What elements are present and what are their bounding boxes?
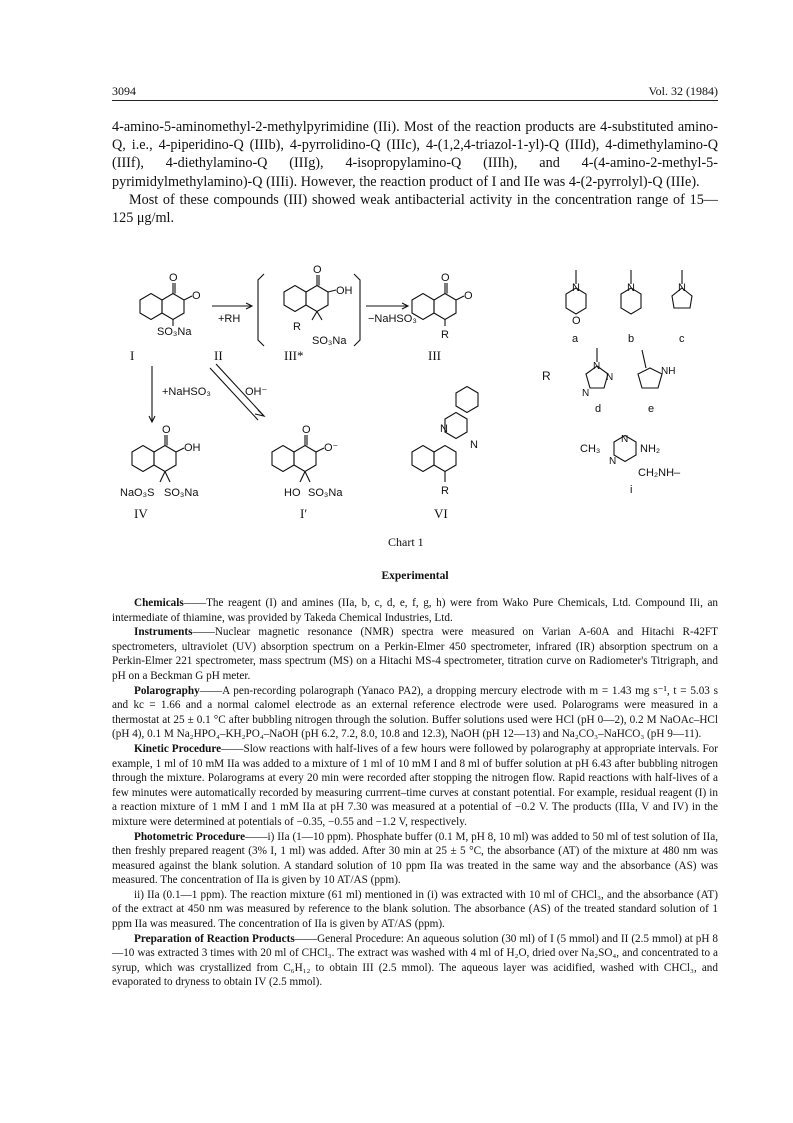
label-N-d1: N xyxy=(593,361,601,372)
intro-paragraph-1: 4-amino-5-aminomethyl-2-methylpyrimidine (IIi). Most of the reaction products are 4-substituted amino-Q, i.e., 4-piperidino-Q (IIIb), 4-pyrrolidino-Q (IIIc), 4-(1,2,4-triazol-1-yl)-Q (IIId), 4-dimethylamino-Q (IIIf), 4-diethylamino-Q (IIIg), 4-isopropylamino-Q (IIIh), and 4-(4-amino-2-methyl-5-pyrimidylmethylamino)-Q (IIIi). However, the reaction product of I and IIe was 4-(2-pyrrolyl)-Q (IIIe). xyxy=(112,119,718,190)
instruments-runin: Instruments xyxy=(134,626,193,639)
intro-text xyxy=(112,118,718,227)
volume-label: Vol. 32 (1984) xyxy=(648,84,718,98)
chart-1-scheme xyxy=(112,262,718,550)
photometric-paragraph-2: ii) IIa (0.1—1 ppm). The reaction mixture (61 ml) mentioned in (i) was extracted with 10 ml of CHCl₃, and the absorbance (AT) of the extract at 450 nm was measured by reference to the blank solution. The absorbance (AS) of the treated standard solution of 1 ppm IIa was measured. The concentration of IIa is given by AT/AS (ppm). xyxy=(112,888,718,931)
compound-III-star-structure xyxy=(284,275,336,320)
compound-I-structure xyxy=(140,283,192,326)
kinetic-text: ——Slow reactions with half-lives of a few hours were followed by polarography at appropriate intervals. For example, 1 ml of 10 mM IIa was added to a mixture of 1 ml of 10 mM I and 8 ml of buffer solution at pH 6.43 after bubbling nitrogen through the mixture. Polarograms at every 20 min were recorded after stopping the nitrogen flow. Rapid reactions with half-lives of a few minutes were automatically recorded by measuring currrent–time curves at constant potential. For example, residual reagent (I) in a reaction mixture of 1 mM I and 1 mM IIa at pH 7.30 was measured at a potential of −0.2 V. The products (IIIa, V and IV) in the mixture were determined at potentials of −0.35, −0.55 and −1.2 V, respectively. xyxy=(112,742,718,828)
label-minus-nahso3: −NaHSO₃ xyxy=(368,313,417,325)
label-O: O xyxy=(169,272,178,284)
label-N-i2: N xyxy=(609,456,617,467)
label-plus-rh: +RH xyxy=(218,313,241,325)
compound-III-structure xyxy=(412,283,464,326)
label-O-minus: O⁻ xyxy=(324,442,339,454)
label-plus-nahso3: +NaHSO₃ xyxy=(162,386,211,398)
label-N-VI-1: N xyxy=(440,423,448,435)
instruments-paragraph xyxy=(112,625,718,683)
intro-paragraph-2: Most of these compounds (III) showed weak antibacterial activity in the concentration range of 15—125 μg/ml. xyxy=(112,191,718,227)
label-compound-III-star: III* xyxy=(284,348,304,363)
photometric-runin: Photometric Procedure xyxy=(134,830,246,843)
page-number: 3094 xyxy=(112,84,136,98)
kinetic-paragraph xyxy=(112,742,718,830)
label-naO3s: NaO₃S xyxy=(120,487,155,499)
experimental-heading: Experimental xyxy=(381,570,449,582)
preparation-text: ——General Procedure: An aqueous solution (30 ml) of I (5 mmol) and II (2.5 mmol) at pH 8—10 was extracted 3 times with 20 ml of CHCl₃. The extract was washed with 4 ml of H₂O, dried over Na₂SO₄, and concentrated to a syrup, which was crystallized from C₆H₁₂ to obtain III (2.5 mmol). The aqueous layer was acidified, washed with CHCl₃, and evaporated to dryness to obtain IV (2.5 mmol). xyxy=(112,932,719,989)
label-O-4: O xyxy=(441,272,450,284)
label-sub-b: b xyxy=(628,333,635,345)
compound-IV-structure xyxy=(132,435,184,482)
label-N-d2: N xyxy=(606,372,614,383)
label-so3na-Iprime: SO₃Na xyxy=(308,487,343,499)
label-so3na-IV: SO₃Na xyxy=(164,487,199,499)
label-compound-I: I xyxy=(130,348,135,363)
substituent-e-pyrrole xyxy=(638,350,662,388)
polarography-runin: Polarography xyxy=(134,684,200,697)
label-sub-d: d xyxy=(595,403,602,415)
label-ch2nh: CH₂NH– xyxy=(638,467,681,479)
label-ch3: CH₃ xyxy=(580,443,601,455)
label-compound-VI: VI xyxy=(434,506,448,521)
label-O-Iprime: O xyxy=(302,424,311,436)
running-header xyxy=(112,84,718,101)
label-O-3: O xyxy=(313,264,322,276)
chemicals-text: ——The reagent (I) and amines (IIa, b, c, d, e, f, g, h) were from Wako Pure Chemicals, Ltd. Compound IIi, an intermediate of thiamine, was provided by Takeda Chemical Industries, Ltd. xyxy=(112,597,718,624)
label-O-2: O xyxy=(192,290,201,302)
polarography-paragraph xyxy=(112,684,718,742)
label-N-i1: N xyxy=(621,434,629,445)
kinetic-runin: Kinetic Procedure xyxy=(134,742,222,755)
preparation-runin: Preparation of Reaction Products xyxy=(134,932,295,945)
label-N-VI-2: N xyxy=(470,439,478,451)
label-compound-III: III xyxy=(428,348,441,363)
label-compound-II: II xyxy=(214,348,223,363)
label-O-IV: O xyxy=(162,424,171,436)
label-nh2: NH₂ xyxy=(640,443,661,455)
label-sub-i: i xyxy=(630,484,633,496)
label-compound-Iprime: I′ xyxy=(300,506,308,521)
chart-caption: Chart 1 xyxy=(388,535,424,549)
preparation-paragraph xyxy=(112,932,718,990)
label-sub-c: c xyxy=(679,333,685,345)
chemicals-paragraph xyxy=(112,596,718,625)
compound-Iprime-structure xyxy=(272,435,324,482)
label-N-a: N xyxy=(572,282,580,294)
label-R-legend: R xyxy=(542,369,551,383)
label-R-star: R xyxy=(293,321,301,333)
label-N-c: N xyxy=(678,282,686,294)
label-NH-e: NH xyxy=(661,366,676,377)
label-O-5: O xyxy=(464,290,473,302)
label-O-a: O xyxy=(572,315,581,327)
polarography-text: ——A pen-recording polarograph (Yanaco PA2), a dropping mercury electrode with m = 1.43 mg s⁻¹, t = 5.03 s and kc = 1.66 and a normal calomel electrode as an external reference electrode were used. Polarograms were measured in a thermostat at 25 ± 0.1 °C after bubbling nitrogen through the solution. Buffer solutions used were HCl (pH 0—2), 0.2 M NaOAc–HCl (pH 4), 0.1 M Na₂HPO₄–KH₂PO₄–NaOH (pH 6.2, 7.2, 8.0, 10.8 and 12.3), NaOH (pH 12—13) and Na₂CO₃–NaHCO₃ (pH 9—11). xyxy=(112,684,718,741)
label-ho: HO xyxy=(284,487,301,499)
photometric-text: ——i) IIa (1—10 ppm). Phosphate buffer (0.1 M, pH 8, 10 ml) was added to 50 ml of test solution of IIa, then freshly prepared reagent (3% I, 1 ml) was added. After 30 min at 25 ± 5 °C, the absorbance (AT) of the mixture at 480 nm was measured against the blank solution. A standard solution of 10 ppm IIa was treated in the same way and the absorbance (AS) was measured. The concentration of IIa is given by 10 AT/AS (ppm). xyxy=(112,830,718,887)
label-R-III: R xyxy=(441,329,449,341)
label-oh-minus: OH⁻ xyxy=(245,386,268,398)
label-sub-a: a xyxy=(572,333,579,345)
label-N-d3: N xyxy=(582,388,590,399)
label-so3na-I: SO₃Na xyxy=(157,326,192,338)
label-OH: OH xyxy=(336,285,353,297)
label-sub-e: e xyxy=(648,403,655,415)
label-so3na-star: SO₃Na xyxy=(312,335,347,347)
photometric-paragraph xyxy=(112,830,718,888)
label-N-b: N xyxy=(627,282,635,294)
label-compound-IV: IV xyxy=(134,506,148,521)
label-OH-IV: OH xyxy=(184,442,201,454)
chemicals-runin: Chemicals xyxy=(134,597,184,609)
experimental-section xyxy=(112,596,718,990)
label-R-VI: R xyxy=(441,485,449,497)
instruments-text: ——Nuclear magnetic resonance (NMR) spectra were measured on Varian A-60A and Hitachi R-42FT spectrometers, ultraviolet (UV) absorption spectrum on a Perkin-Elmer 450 spectrometer, infrared (IR) absorption spectrum on a Perkin-Elmer 221 spectrometer, mass spectrum (MS) on a Hitachi MS-4 spectrometer, titration curve on Radiometer's Titrigraph, and pH on a Beckman G pH meter. xyxy=(112,626,718,682)
